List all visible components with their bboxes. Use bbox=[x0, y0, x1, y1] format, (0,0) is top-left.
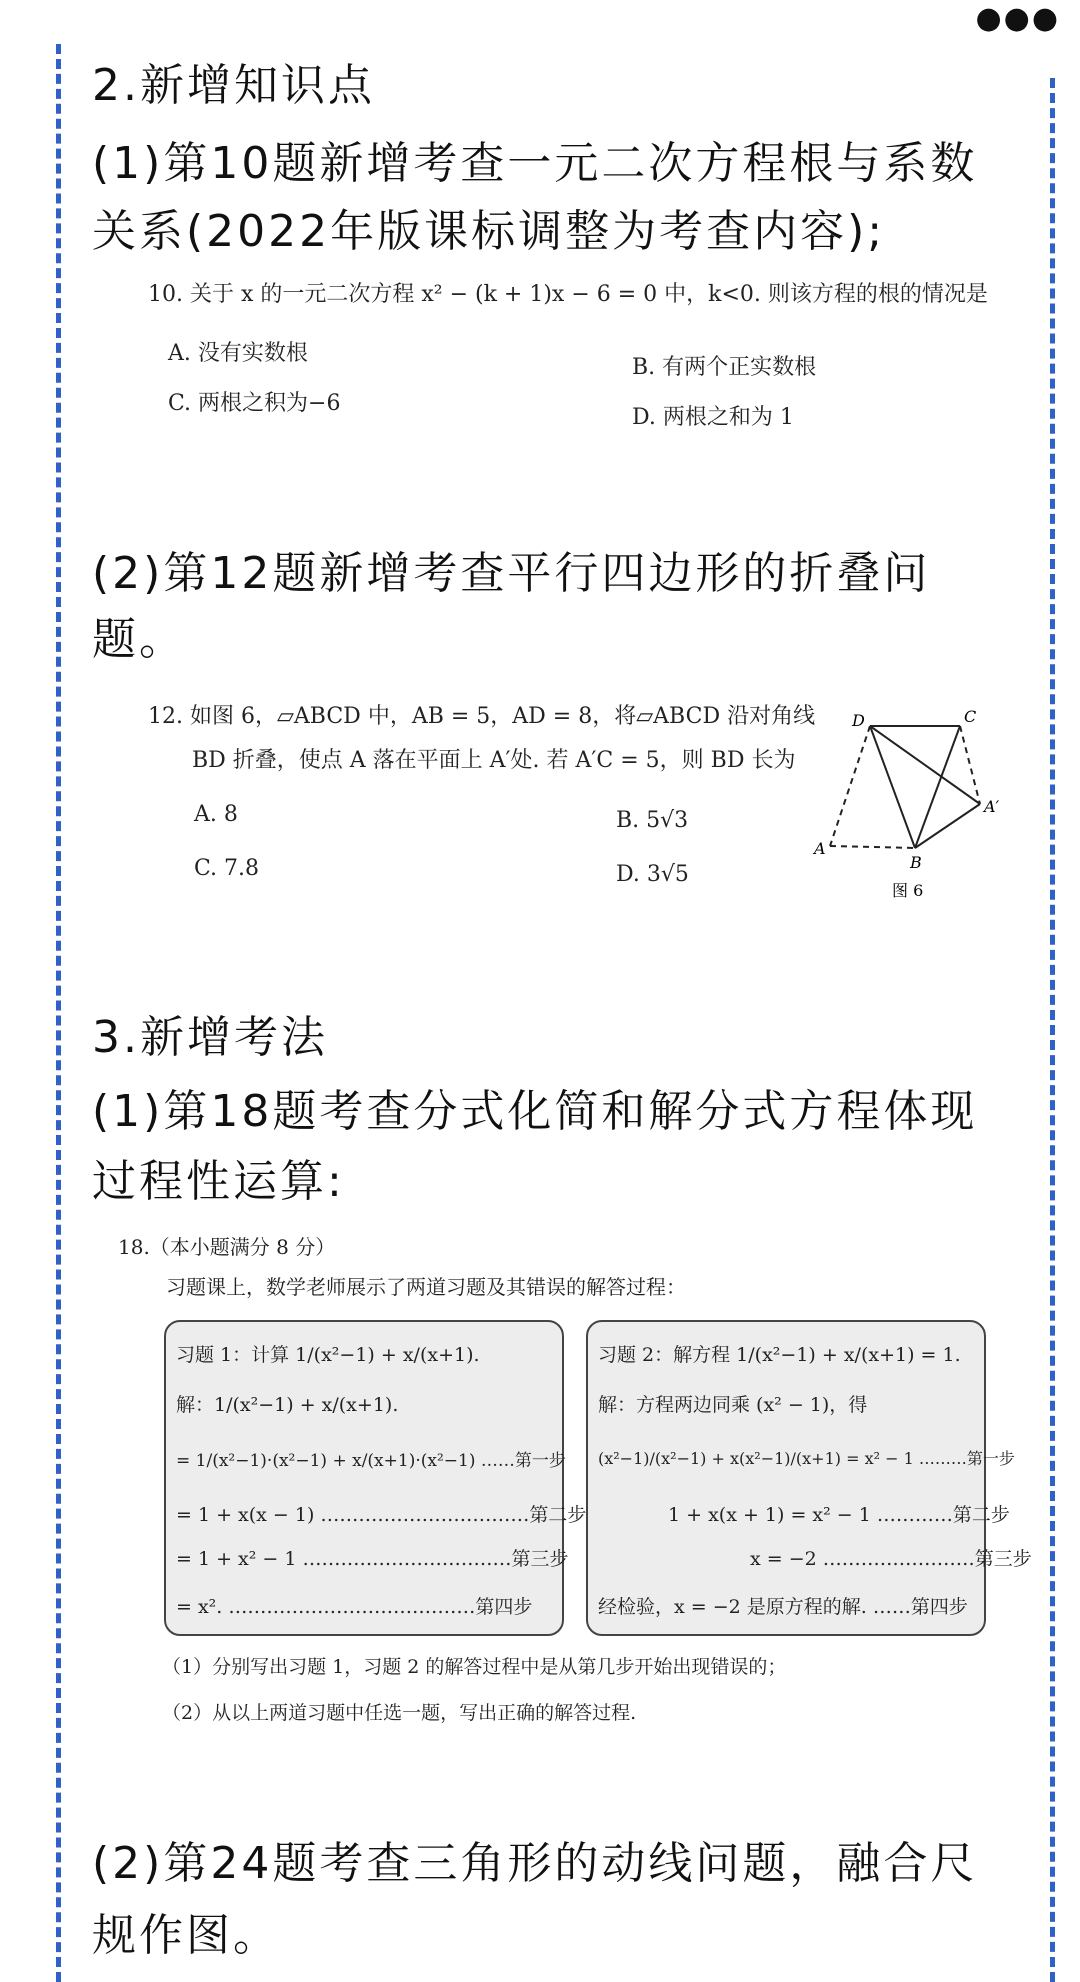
exercise-1-line-6: = x². …………………………………第四步 bbox=[176, 1596, 533, 1618]
exercise-1-line-1: 习题 1：计算 1/(x²−1) + x/(x+1). bbox=[176, 1344, 480, 1366]
section-3-point-1-line-2: 过程性运算: bbox=[92, 1156, 345, 1207]
question-10-option-b: B. 有两个正实数根 bbox=[632, 355, 817, 380]
question-18-header: 18.（本小题满分 8 分） bbox=[118, 1235, 336, 1259]
figure-label-b: B bbox=[910, 853, 922, 872]
section-2-title: 2.新增知识点 bbox=[92, 60, 375, 111]
question-10-option-c: C. 两根之积为−6 bbox=[168, 391, 341, 416]
section-3-point-2-line-1: (2)第24题考查三角形的动线问题，融合尺 bbox=[92, 1838, 978, 1889]
question-10-option-d: D. 两根之和为 1 bbox=[632, 405, 794, 430]
figure-caption: 图 6 bbox=[892, 881, 924, 900]
question-10-stem: 10. 关于 x 的一元二次方程 x² − (k + 1)x − 6 = 0 中，k<0. 则该方程的根的情况是 bbox=[148, 282, 988, 307]
section-3-point-1-line-1: (1)第18题考查分式化简和解分式方程体现 bbox=[92, 1086, 978, 1137]
right-dashed-border bbox=[1050, 78, 1055, 1982]
question-18-sub-1: （1）分别写出习题 1，习题 2 的解答过程中是从第几步开始出现错误的； bbox=[162, 1656, 787, 1678]
question-12-stem-line-2: BD 折叠，使点 A 落在平面上 A′处. 若 A′C = 5，则 BD 长为 bbox=[192, 748, 796, 773]
question-12-stem-line-1: 12. 如图 6，▱ABCD 中，AB = 5，AD = 8，将▱ABCD 沿对角线 bbox=[148, 704, 816, 729]
exercise-2-box bbox=[586, 1320, 1032, 1636]
more-dots-icon[interactable]: ●●● bbox=[975, 1, 1060, 36]
section-2-point-2-line-2: 题。 bbox=[92, 614, 186, 665]
question-12-option-d: D. 3√5 bbox=[616, 862, 689, 887]
exercise-1-line-2: 解：1/(x²−1) + x/(x+1). bbox=[176, 1394, 399, 1416]
question-10-option-a: A. 没有实数根 bbox=[168, 341, 308, 366]
section-3-title: 3.新增考法 bbox=[92, 1012, 328, 1063]
question-12-option-b: B. 5√3 bbox=[616, 808, 689, 833]
exercise-1-box bbox=[164, 1320, 587, 1636]
exercise-2-line-2: 解：方程两边同乘 (x² − 1)，得 bbox=[598, 1394, 868, 1416]
question-12-option-c: C. 7.8 bbox=[194, 856, 260, 881]
exercise-2-line-1: 习题 2：解方程 1/(x²−1) + x/(x+1) = 1. bbox=[598, 1344, 961, 1366]
section-3-point-2-line-2: 规作图。 bbox=[92, 1910, 280, 1961]
figure-label-a-prime: A′ bbox=[984, 797, 1000, 816]
question-18-intro: 习题课上，数学老师展示了两道习题及其错误的解答过程： bbox=[166, 1275, 686, 1299]
question-12-option-a: A. 8 bbox=[194, 802, 238, 827]
exercise-1-line-4: = 1 + x(x − 1) ……………………………第二步 bbox=[176, 1504, 587, 1526]
section-2-point-1-line-1: (1)第10题新增考查一元二次方程根与系数 bbox=[92, 138, 978, 189]
exercise-2-line-6: 经检验，x = −2 是原方程的解. ……第四步 bbox=[598, 1596, 968, 1618]
figure-label-a: A bbox=[814, 839, 826, 858]
exercise-2-line-5: x = −2 ……………………第三步 bbox=[750, 1548, 1032, 1570]
figure-6-parallelogram bbox=[800, 700, 1020, 910]
question-18-sub-2: （2）从以上两道习题中任选一题，写出正确的解答过程. bbox=[162, 1702, 637, 1724]
exercise-1-line-5: = 1 + x² − 1 ……………………………第三步 bbox=[176, 1548, 569, 1570]
left-dashed-border bbox=[56, 44, 61, 1982]
figure-label-c: C bbox=[964, 707, 977, 726]
exercise-2-line-3: (x²−1)/(x²−1) + x(x²−1)/(x+1) = x² − 1 ………第一步 bbox=[598, 1449, 1015, 1468]
exercise-1-line-3: = 1/(x²−1)·(x²−1) + x/(x+1)·(x²−1) ……第一步 bbox=[176, 1451, 566, 1471]
section-2-point-2-line-1: (2)第12题新增考查平行四边形的折叠问 bbox=[92, 548, 931, 599]
section-2-point-1-line-2: 关系(2022年版课标调整为考查内容); bbox=[92, 206, 886, 257]
exercise-2-line-4: 1 + x(x + 1) = x² − 1 …………第二步 bbox=[668, 1504, 1010, 1526]
figure-label-d: D bbox=[852, 711, 865, 730]
